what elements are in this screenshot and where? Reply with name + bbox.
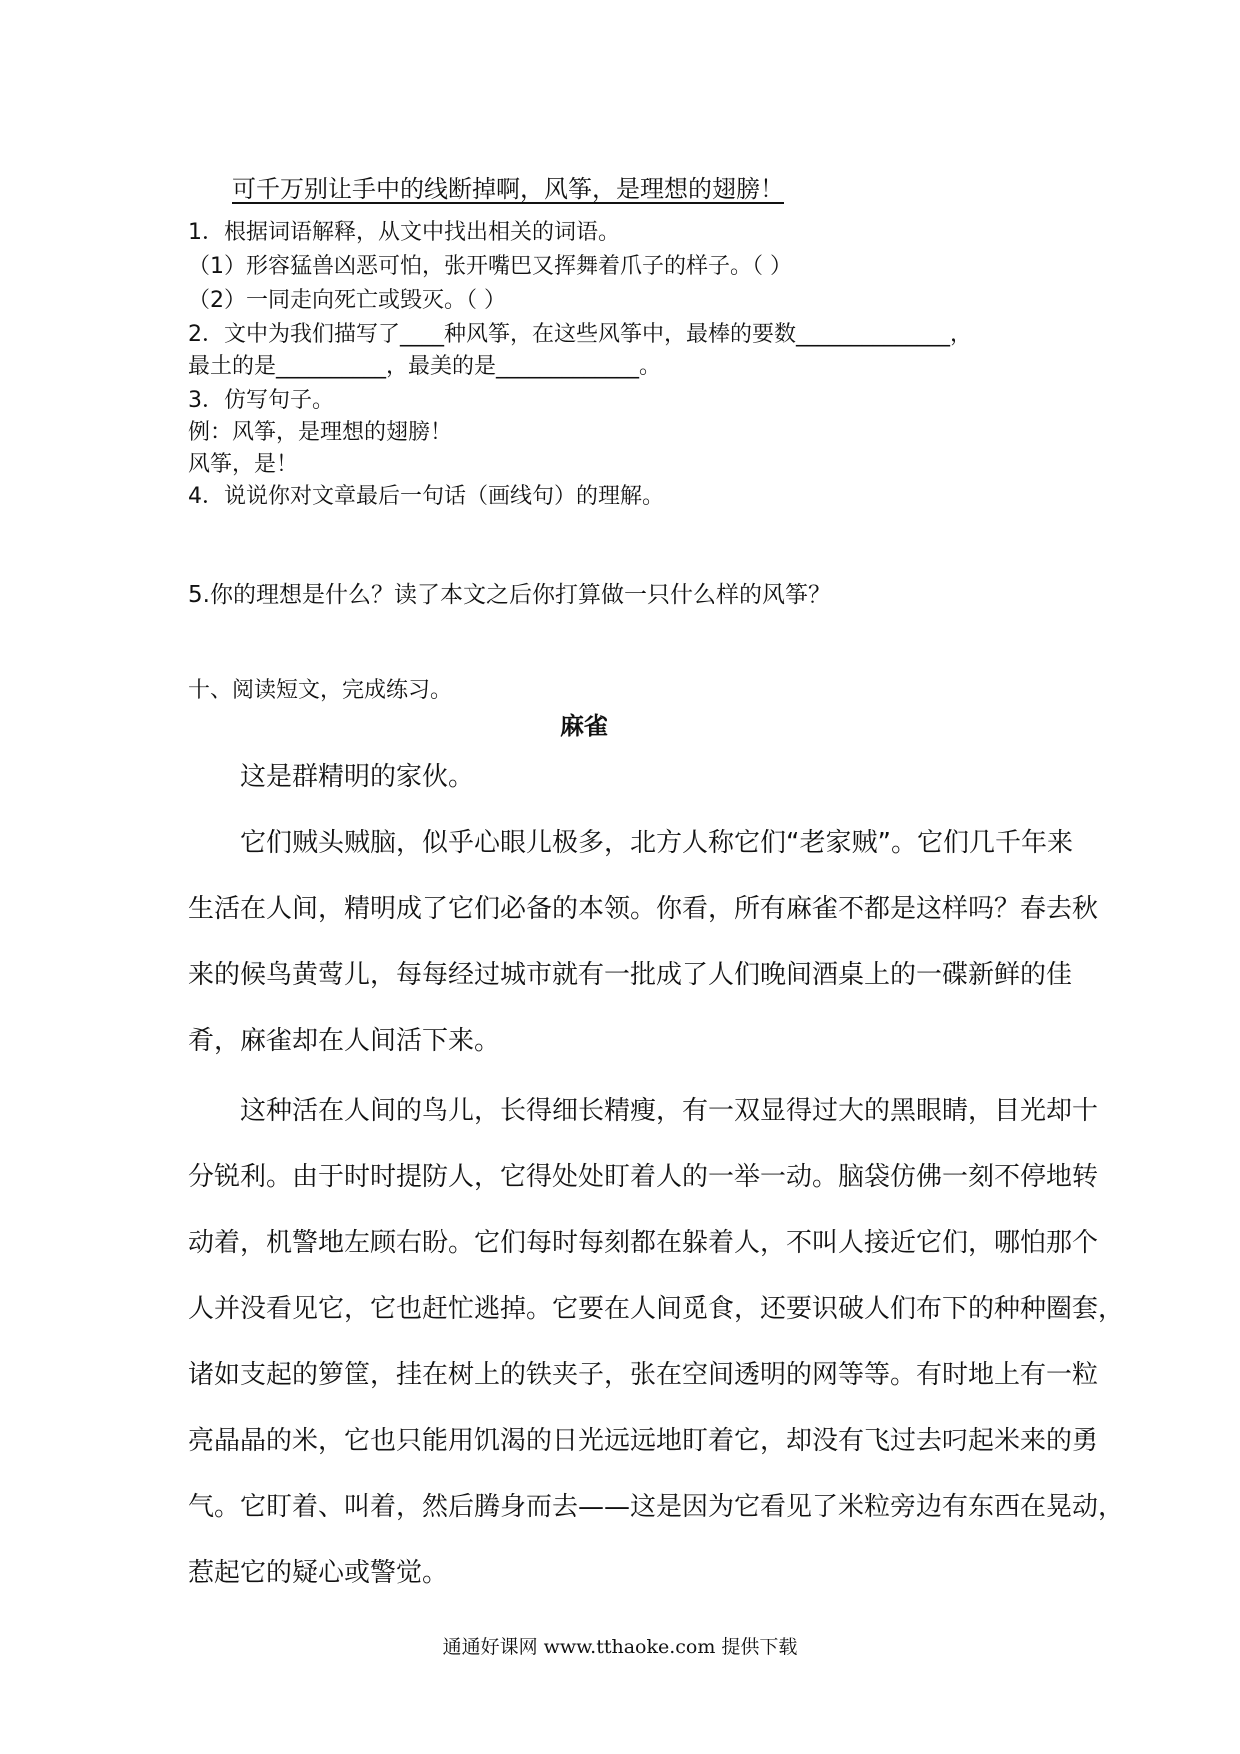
question-3-blank: 风筝，是！ <box>188 452 299 477</box>
section-heading: 十、阅读短文，完成练习。 <box>188 678 453 703</box>
passage-line: 惹起它的疑心或警觉。 <box>188 1558 449 1588</box>
passage-line: 人并没看见它，它也赶忙逃掉。它要在人间觅食，还要识破人们布下的种种圈套， <box>188 1294 1125 1324</box>
passage-title: 麻雀 <box>560 711 608 740</box>
question-1: 1．根据词语解释，从文中找出相关的词语。 <box>188 220 620 245</box>
question-3-example: 例：风筝，是理想的翅膀！ <box>188 420 453 445</box>
passage-line: 分锐利。由于时时提防人，它得处处盯着人的一举一动。脑袋仿佛一刻不停地转 <box>188 1162 1099 1192</box>
question-3: 3．仿写句子。 <box>188 388 334 413</box>
passage-line: 这种活在人间的鸟儿，长得细长精瘦，有一双显得过大的黑眼睛，目光却十 <box>188 1096 1099 1126</box>
passage-line: 它们贼头贼脑，似乎心眼儿极多，北方人称它们“老家贼”。它们几千年来 <box>188 828 1073 858</box>
page-footer: 通通好课网 www.tthaoke.com 提供下载 <box>442 1636 798 1658</box>
question-2-line-1: 2．文中为我们描写了____种风筝，在这些风筝中，最棒的要数______________， <box>188 322 972 347</box>
question-1-item-2: （2）一同走向死亡或毁灭。（ ） <box>188 288 506 313</box>
question-1-item-1: （1）形容猛兽凶恶可怕，张开嘴巴又挥舞着爪子的样子。（ ） <box>188 254 792 279</box>
passage-line: 肴，麻雀却在人间活下来。 <box>188 1026 501 1056</box>
passage-line: 生活在人间，精明成了它们必备的本领。你看，所有麻雀不都是这样吗？春去秋 <box>188 894 1099 924</box>
passage-line: 这是群精明的家伙。 <box>188 762 475 792</box>
question-5: 5.你的理想是什么？读了本文之后你打算做一只什么样的风筝？ <box>188 582 831 608</box>
passage-line: 气。它盯着、叫着，然后腾身而去——这是因为它看见了米粒旁边有东西在晃动， <box>188 1492 1125 1522</box>
passage-line: 诸如支起的箩筐，挂在树上的铁夹子，张在空间透明的网等等。有时地上有一粒 <box>188 1360 1099 1390</box>
question-4: 4．说说你对文章最后一句话（画线句）的理解。 <box>188 484 664 509</box>
question-2-line-2: 最土的是__________，最美的是_____________。 <box>188 354 662 379</box>
underlined-sentence: 可千万别让手中的线断掉啊，风筝，是理想的翅膀！ <box>232 175 784 203</box>
passage-line: 来的候鸟黄莺儿，每每经过城市就有一批成了人们晚间酒桌上的一碟新鲜的佳 <box>188 960 1073 990</box>
passage-line: 动着，机警地左顾右盼。它们每时每刻都在躲着人，不叫人接近它们，哪怕那个 <box>188 1228 1099 1258</box>
passage-line: 亮晶晶的米，它也只能用饥渴的日光远远地盯着它，却没有飞过去叼起米来的勇 <box>188 1426 1099 1456</box>
